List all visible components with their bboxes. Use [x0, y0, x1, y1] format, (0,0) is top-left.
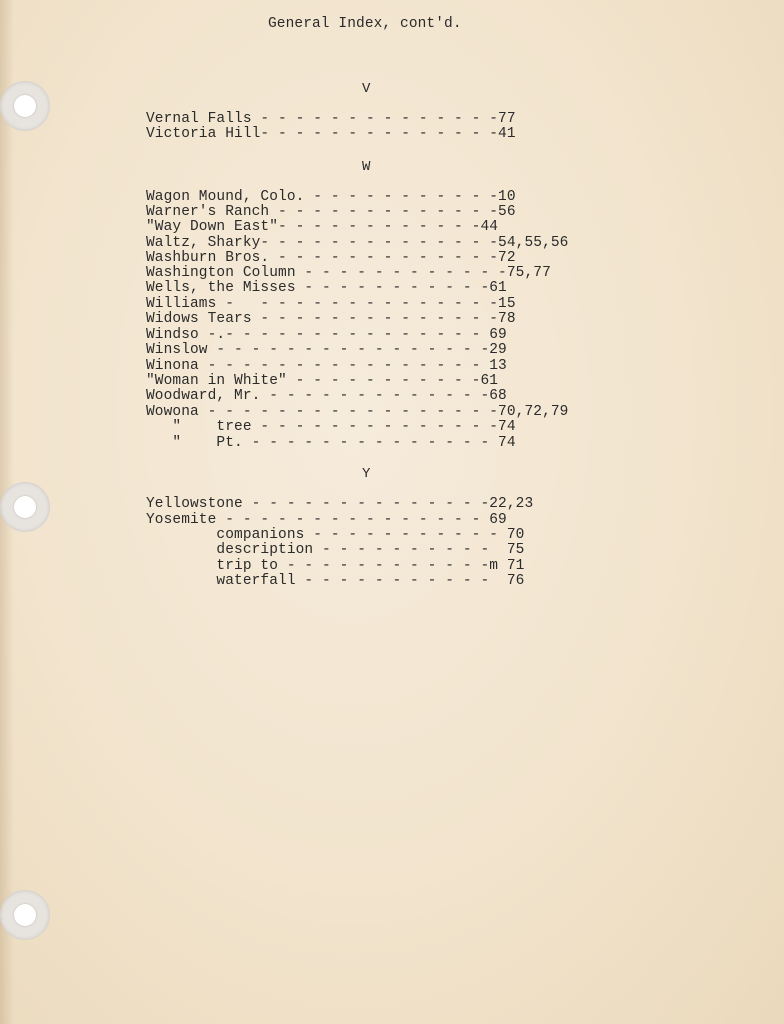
index-entry: Windso -.- - - - - - - - - - - - - - - 69 — [146, 327, 507, 343]
index-entry: Yellowstone - - - - - - - - - - - - - -22,23 — [146, 496, 534, 512]
index-entry: Wowona - - - - - - - - - - - - - - - - -70,72,79 — [146, 404, 569, 420]
index-entry: " Pt. - - - - - - - - - - - - - - 74 — [146, 435, 516, 451]
index-entry: trip to - - - - - - - - - - - -m 71 — [146, 558, 525, 574]
index-entry: Williams - - - - - - - - - - - - - - -15 — [146, 296, 516, 312]
punch-hole — [0, 482, 50, 532]
index-entry: " tree - - - - - - - - - - - - - -74 — [146, 419, 516, 435]
punch-hole — [0, 81, 50, 131]
index-entry: Woodward, Mr. - - - - - - - - - - - - -68 — [146, 388, 507, 404]
index-entry: Victoria Hill- - - - - - - - - - - - - -41 — [146, 126, 516, 142]
punch-hole — [0, 890, 50, 940]
section-letter-w: W — [362, 159, 371, 175]
index-entry: description - - - - - - - - - - 75 — [146, 542, 525, 558]
index-entry: "Woman in White" - - - - - - - - - - -61 — [146, 373, 499, 389]
index-entry: Warner's Ranch - - - - - - - - - - - - -56 — [146, 204, 516, 220]
section-letter-v: V — [362, 81, 371, 97]
index-entry: Wells, the Misses - - - - - - - - - - -61 — [146, 280, 507, 296]
index-entry: waterfall - - - - - - - - - - - 76 — [146, 573, 525, 589]
page-title: General Index, cont'd. — [268, 16, 462, 32]
index-entry: Winslow - - - - - - - - - - - - - - - -29 — [146, 342, 507, 358]
section-letter-y: Y — [362, 466, 371, 482]
index-entry: Wagon Mound, Colo. - - - - - - - - - - -10 — [146, 189, 516, 205]
index-entry: Winona - - - - - - - - - - - - - - - - 13 — [146, 358, 507, 374]
index-entry: Waltz, Sharky- - - - - - - - - - - - - -54,55,56 — [146, 235, 569, 251]
index-entry: Vernal Falls - - - - - - - - - - - - - -77 — [146, 111, 516, 127]
index-entry: Washburn Bros. - - - - - - - - - - - - -72 — [146, 250, 516, 266]
index-entry: companions - - - - - - - - - - - 70 — [146, 527, 525, 543]
index-entry: "Way Down East"- - - - - - - - - - - -44 — [146, 219, 499, 235]
index-entry: Yosemite - - - - - - - - - - - - - - - 69 — [146, 512, 507, 528]
index-entry: Widows Tears - - - - - - - - - - - - - -78 — [146, 311, 516, 327]
index-entry: Washington Column - - - - - - - - - - - -75,77 — [146, 265, 551, 281]
